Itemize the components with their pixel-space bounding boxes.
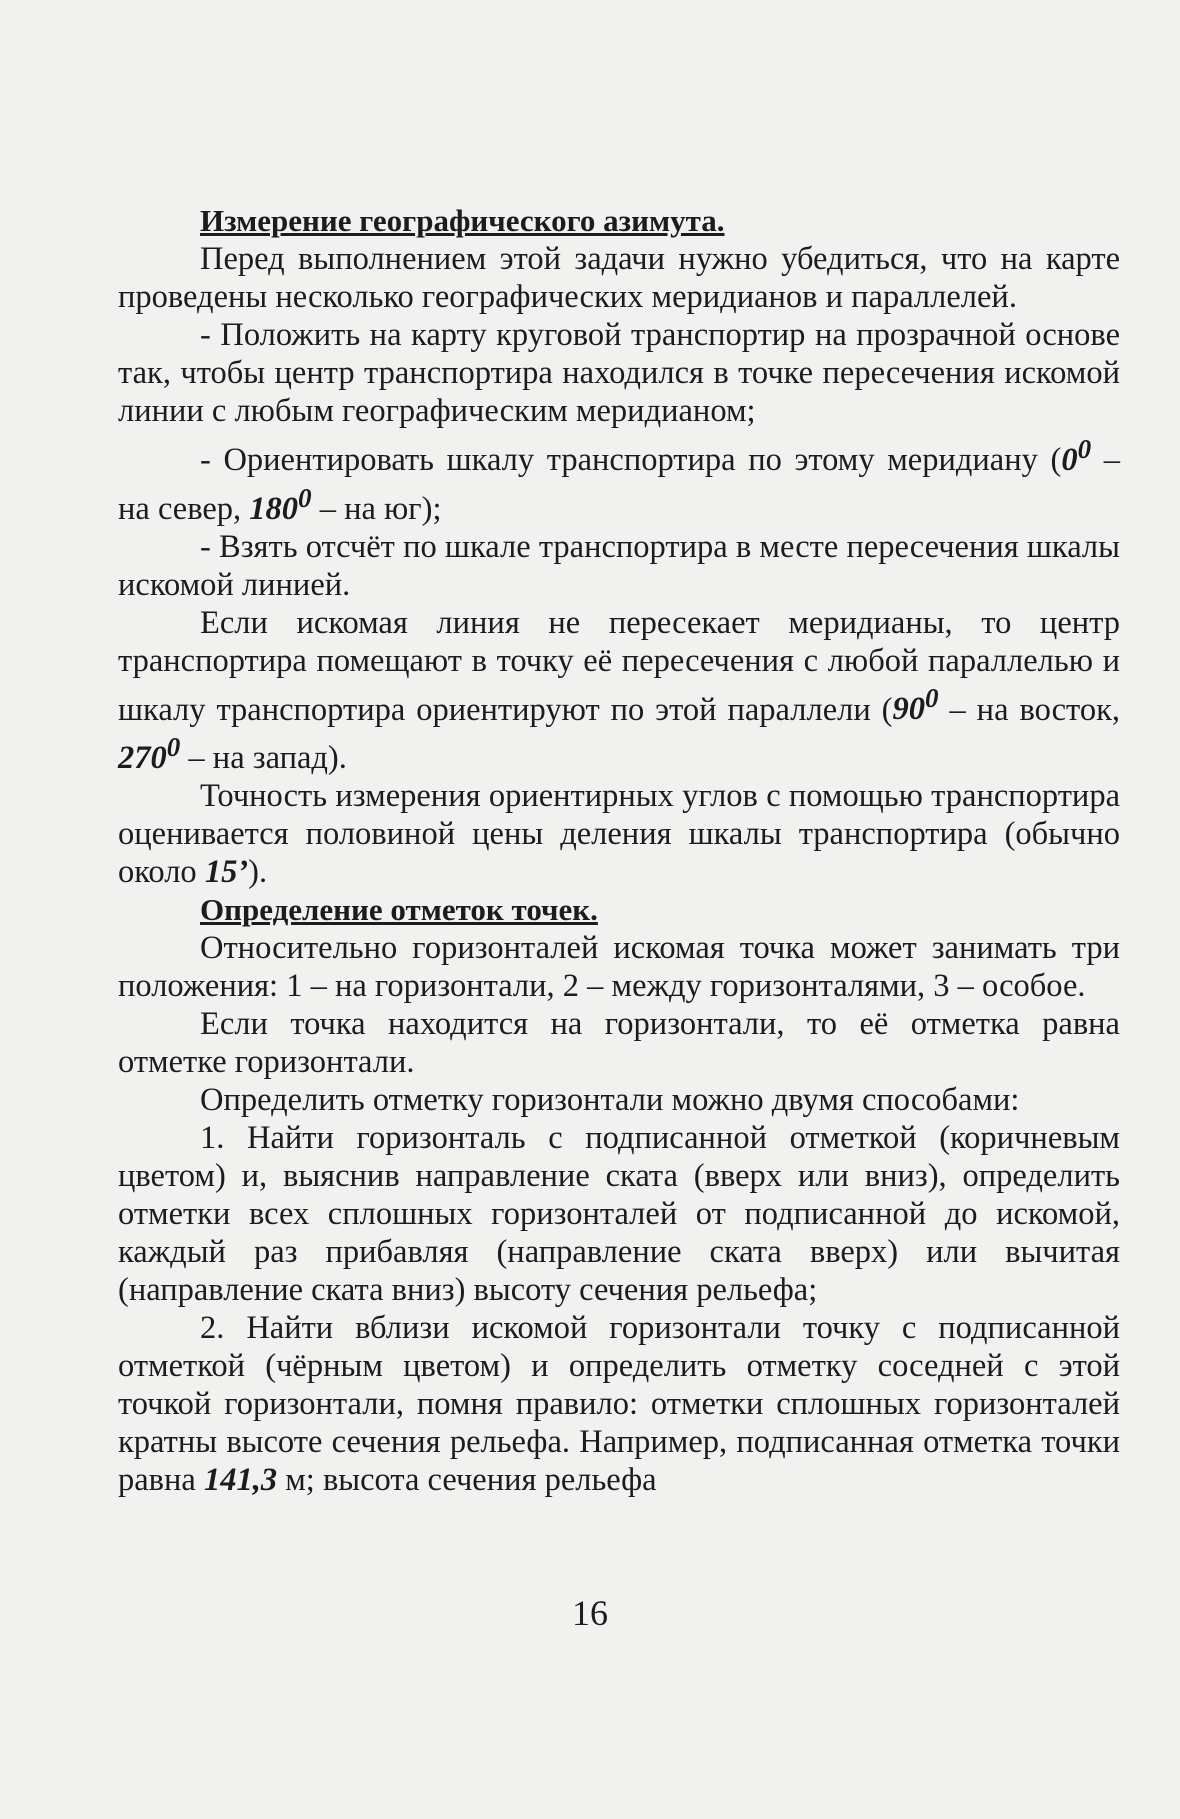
degree-sign: 0: [925, 683, 939, 714]
section-title-azimuth: Измерение географического азимута.: [200, 203, 725, 238]
paragraph: Если точка находится на горизонтали, то её отметка равна отметке горизонтали.: [118, 1006, 1120, 1081]
value: 15’: [204, 854, 249, 891]
value: $0^0$: [1061, 434, 1092, 478]
value: $270^0$: [118, 732, 181, 777]
text: 2. Найти вблизи искомой горизонтали точку с подписанной отметкой (чёрным цветом) и определить отметку соседней с этой точкой горизонтали, помня правило: отметки сплошных горизонталей кратны высоте сечения рельефа. Например, подписанная отметка точки равна: [118, 1310, 1120, 1499]
paragraph: [118, 777, 1120, 891]
value: 141,3: [203, 1462, 278, 1499]
value: $90^0$: [892, 683, 939, 728]
list-item: [118, 430, 1120, 528]
text: м; высота сечения рельефа: [277, 1462, 657, 1499]
paragraph: Относительно горизонталей искомая точка может занимать три положения: 1 – на горизонтали, 2 – между горизонталями, 3 – особое.: [118, 930, 1120, 1005]
text: - Ориентировать шкалу транспортира по этому меридиану (: [200, 441, 1062, 478]
text: – на юг);: [311, 490, 442, 527]
text: Если искомая линия не пересекает меридианы, то центр транспортира помещают в точку её пересечения с любой параллелью и шкалу транспортира ориентируют по этой параллели (: [118, 604, 1120, 728]
paragraph: Перед выполнением этой задачи нужно убедиться, что на карте проведены несколько географических меридианов и параллелей.: [118, 241, 1120, 315]
list-item: - Положить на карту круговой транспортир на прозрачной основе так, чтобы центр транспортира находился в точке пересечения искомой линии с любым географическим меридианом;: [118, 317, 1120, 429]
list-item: [118, 1309, 1120, 1499]
list-item: - Взять отсчёт по шкале транспортира в месте пересечения шкалы искомой линией.: [118, 528, 1120, 603]
degree-sign: 0: [298, 482, 312, 513]
text: – на восток,: [938, 691, 1120, 728]
paragraph: [118, 604, 1120, 778]
degree-sign: 0: [1077, 434, 1092, 464]
text: – на север,: [118, 441, 1120, 527]
page-number: 16: [572, 1593, 608, 1633]
text: – на запад).: [180, 740, 347, 777]
text: Точность измерения ориентирных углов с помощью транспортира оценивается половиной цены деления шкалы транспортира (обычно около: [118, 778, 1120, 891]
value: $180^0$: [249, 482, 312, 527]
list-item: 1. Найти горизонталь с подписанной отметкой (коричневым цветом) и, выяснив направление ската (вверх или вниз), определить отметки всех сплошных горизонталей от подписанной до искомой, каждый раз прибавляя (направление ската вверх) или вычитая (направление ската вниз) высоту сечения рельефа;: [118, 1120, 1120, 1309]
text: ).: [248, 854, 268, 891]
section-title-elevations: Определение отметок точек.: [200, 892, 598, 928]
paragraph: Определить отметку горизонтали можно двумя способами:: [200, 1082, 1020, 1119]
degree-sign: 0: [166, 732, 181, 763]
page-content: [118, 202, 1120, 1499]
